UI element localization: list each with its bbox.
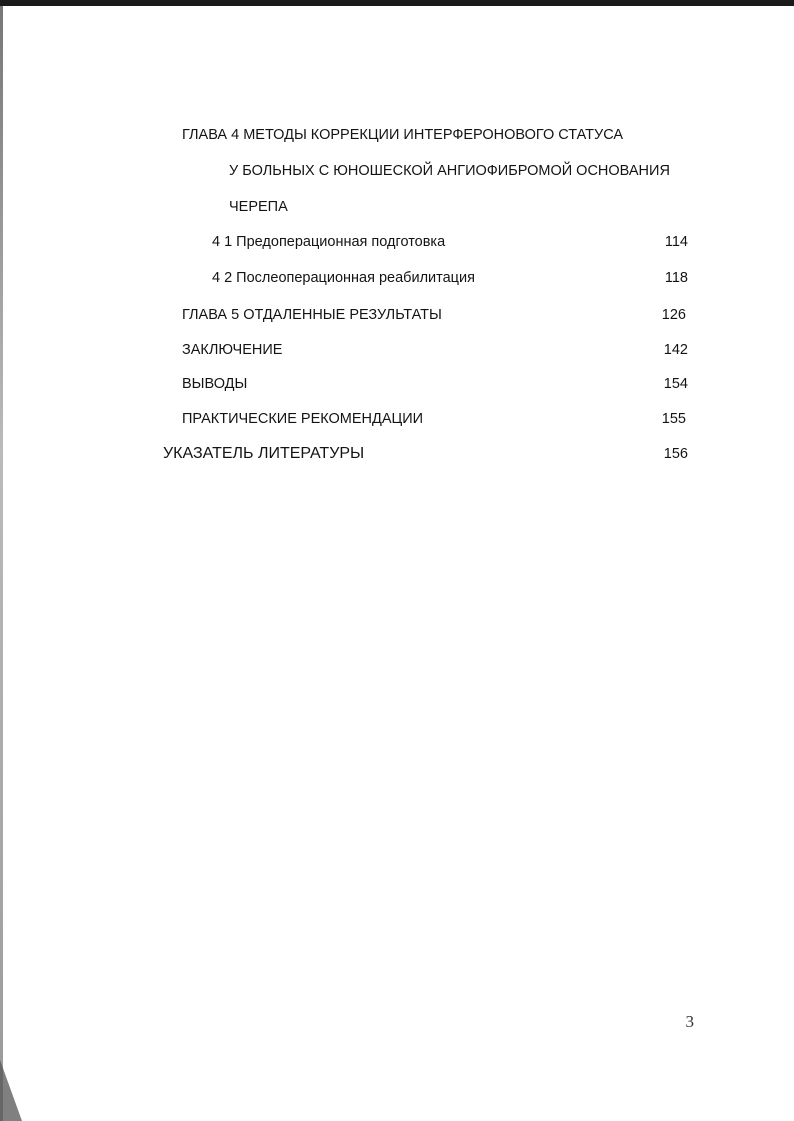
toc-entry-conclusion-label: ЗАКЛЮЧЕНИЕ xyxy=(182,342,283,358)
toc-entry-findings-page: 154 xyxy=(663,376,688,392)
toc-entry-chapter-5-label: ГЛАВА 5 ОТДАЛЕННЫЕ РЕЗУЛЬТАТЫ xyxy=(182,307,442,323)
toc-entry-4-2-label: 4 2 Послеоперационная реабилитация xyxy=(212,270,475,286)
toc-entry-chapter-5-page: 126 xyxy=(661,307,686,323)
toc-entry-recommendations-label: ПРАКТИЧЕСКИЕ РЕКОМЕНДАЦИИ xyxy=(182,411,424,427)
toc-entry-bibliography-label: УКАЗАТЕЛЬ ЛИТЕРАТУРЫ xyxy=(163,445,365,462)
toc-entry-findings-label: ВЫВОДЫ xyxy=(182,376,248,392)
scan-corner-shadow xyxy=(0,1060,22,1121)
toc-entry-4-2-page: 118 xyxy=(664,270,688,286)
chapter-4-heading-line-1: ГЛАВА 4 МЕТОДЫ КОРРЕКЦИИ ИНТЕРФЕРОНОВОГО СТАТУСА xyxy=(182,127,624,143)
chapter-4-heading-line-2: У БОЛЬНЫХ С ЮНОШЕСКОЙ АНГИОФИБРОМОЙ ОСНОВАНИЯ xyxy=(229,163,670,179)
toc-entry-4-1-page: 114 xyxy=(664,234,688,250)
scan-left-edge xyxy=(0,6,3,1121)
toc-entry-recommendations-page: 155 xyxy=(661,411,686,427)
toc-entry-4-1-label: 4 1 Предоперационная подготовка xyxy=(212,234,446,250)
toc-entry-bibliography-page: 156 xyxy=(663,446,688,462)
scan-top-border xyxy=(0,0,794,6)
page-number: 3 xyxy=(685,1012,694,1031)
chapter-4-heading-line-3: ЧЕРЕПА xyxy=(229,199,288,215)
toc-entry-conclusion-page: 142 xyxy=(663,342,688,358)
